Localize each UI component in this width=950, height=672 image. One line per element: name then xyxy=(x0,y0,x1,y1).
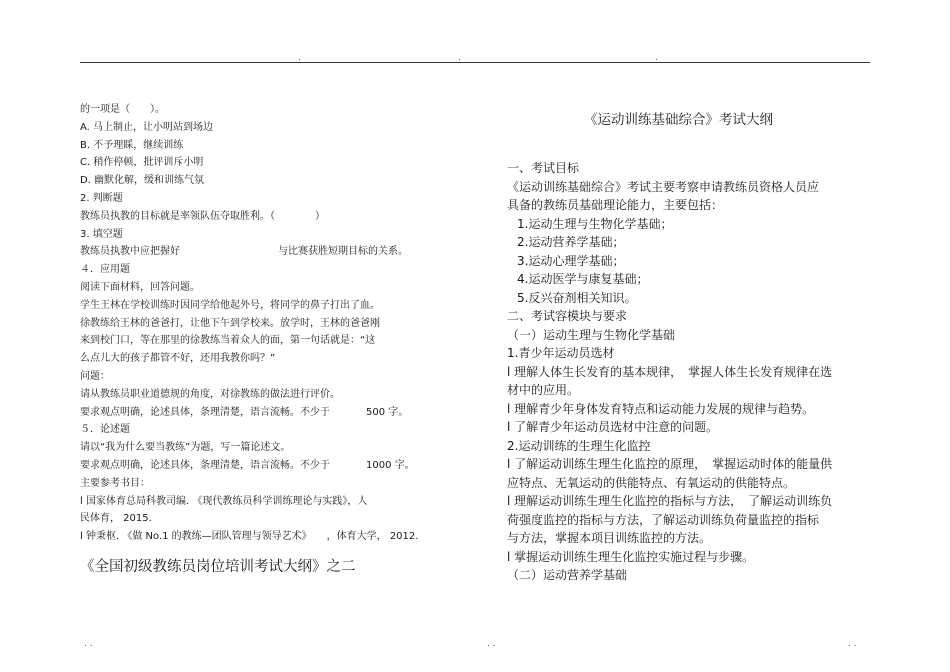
text-line: l 掌握运动训练生理生化监控实施过程与步骤。 xyxy=(507,549,755,564)
topic-heading: 1.青少年运动员选材 xyxy=(507,346,615,360)
list-item: 1.运动生理与生物化学基础； xyxy=(517,216,673,231)
section-heading: ４．应用题 xyxy=(80,264,130,276)
list-item: 5.反兴奋剂相关知识。 xyxy=(517,290,637,305)
word-count: 500 字。 xyxy=(366,406,409,418)
reference-item: l 钟秉枢. 《做 No.1 的教练—团队管理与领导艺术》 ，体育大学， 2012. xyxy=(80,531,419,543)
text-line: l 理解运动训练生理生化监控的指标与方法， 了解运动训练负 xyxy=(507,494,833,508)
list-item: 2.运动营养学基础； xyxy=(517,235,625,249)
requirement-text: 要求观点明确，论述具体，条理清楚，语言流畅。不少于 xyxy=(80,459,330,471)
option-a: A. 马上制止，让小明站到场边 xyxy=(80,121,214,133)
topic-heading: 2.运动训练的生理生化监控 xyxy=(507,438,651,453)
footer-dot: . . xyxy=(848,639,857,649)
text-line: l 了解青少年运动员选材中注意的问题。 xyxy=(507,420,719,434)
text-line: 荷强度监控的指标与方法，了解运动训练负荷量监控的指标 xyxy=(507,512,820,527)
text-line: 么点儿大的孩子都管不好，还用我教你吗？” xyxy=(80,353,276,365)
header-dot: . xyxy=(655,53,658,63)
text-line: l 理解人体生长发育的基本规律， 掌握人体生长发育规律在选 xyxy=(507,364,833,379)
requirement-text: 要求观点明确，论述具体，条理清楚，语言流畅。不少于 xyxy=(80,406,330,418)
list-item: 3.运动心理学基础； xyxy=(517,253,625,268)
reference-item: l 国家体育总局科教司编. 《现代教练员科学训练理论与实践》，人 xyxy=(80,495,368,507)
text-line: 应特点、无氧运动的供能特点、有氧运动的供能特点。 xyxy=(507,475,796,490)
text-line: l 理解青少年身体发育特点和运动能力发展的规律与趋势。 xyxy=(507,401,815,416)
fill-blank-head: 教练员执教中应把握好 xyxy=(80,246,180,258)
text-line: 请以“我为什么要当教练”为题，写一篇论述文。 xyxy=(80,442,291,454)
section-heading: 一、考试目标 xyxy=(507,161,580,175)
text-line: l 了解运动训练生理生化监控的原理， 掌握运动时体的能量供 xyxy=(507,457,833,471)
document-heading: 《全国初级教练员岗位培训考试大纲》之二 xyxy=(80,558,356,575)
text-line: 与方法，掌握本项目训练监控的方法。 xyxy=(507,531,712,545)
section-heading: ５．论述题 xyxy=(80,424,130,436)
option-d: D. 幽默化解，缓和训练气氛 xyxy=(80,175,205,187)
footer-dot: . . xyxy=(487,639,496,649)
section-heading: 二、考试容模块与要求 xyxy=(507,309,628,323)
text-line: 来到校门口，等在那里的徐教练当着众人的面，第一句话就是：“这 xyxy=(80,335,376,347)
word-count: 1000 字。 xyxy=(366,459,415,471)
text-line: 教练员执教的目标就是率领队伍夺取胜利。（ ） xyxy=(80,210,325,222)
header-dot: . xyxy=(458,53,461,63)
requirement-line xyxy=(80,404,450,422)
subsection-heading: （二）运动营养学基础 xyxy=(507,568,628,582)
page-title: 《运动训练基础综合》考试大纲 xyxy=(584,112,773,128)
section-heading: 2. 判断题 xyxy=(80,192,123,204)
references-heading: 主要参考书目： xyxy=(80,477,150,489)
text-line: 阅读下面材料，回答问题。 xyxy=(80,281,200,293)
text-line: 徐教练给王林的爸爸打，让他下午到学校来。放学时，王林的爸爸刚 xyxy=(80,317,380,329)
right-column xyxy=(507,110,879,585)
text-line: 《运动训练基础综合》考试主要考察申请教练员资格人员应 xyxy=(507,179,820,194)
header-dot: . xyxy=(298,53,301,63)
left-column xyxy=(80,101,450,578)
text-line: 请从教练员职业道德规的角度，对徐教练的做法进行评价。 xyxy=(80,388,340,400)
text-line: 学生王林在学校训练时因同学给他起外号，将同学的鼻子打出了血。 xyxy=(80,299,380,311)
fill-blank-tail: 与比赛获胜短期目标的关系。 xyxy=(278,246,408,258)
subsection-heading: （一）运动生理与生物化学基础 xyxy=(507,327,676,342)
text-line: 具备的教练员基础理论能力，主要包括： xyxy=(507,198,724,212)
header-rule xyxy=(80,62,870,63)
text-line: 的一项是（ ）。 xyxy=(80,104,165,115)
text-line: 材中的应用。 xyxy=(507,383,580,397)
section-heading: 3. 填空题 xyxy=(80,228,123,240)
text-line: 问题： xyxy=(80,370,110,382)
option-c: C. 稍作停顿，批评训斥小明 xyxy=(80,157,204,169)
reference-item-cont: 民体育， 2015. xyxy=(80,513,152,525)
list-item: 4.运动医学与康复基础； xyxy=(517,272,649,286)
fill-blank-line xyxy=(80,243,450,261)
footer-dot: . . xyxy=(84,639,93,649)
option-b: B. 不予理睬，继续训练 xyxy=(80,139,184,151)
requirement-line xyxy=(80,457,450,475)
